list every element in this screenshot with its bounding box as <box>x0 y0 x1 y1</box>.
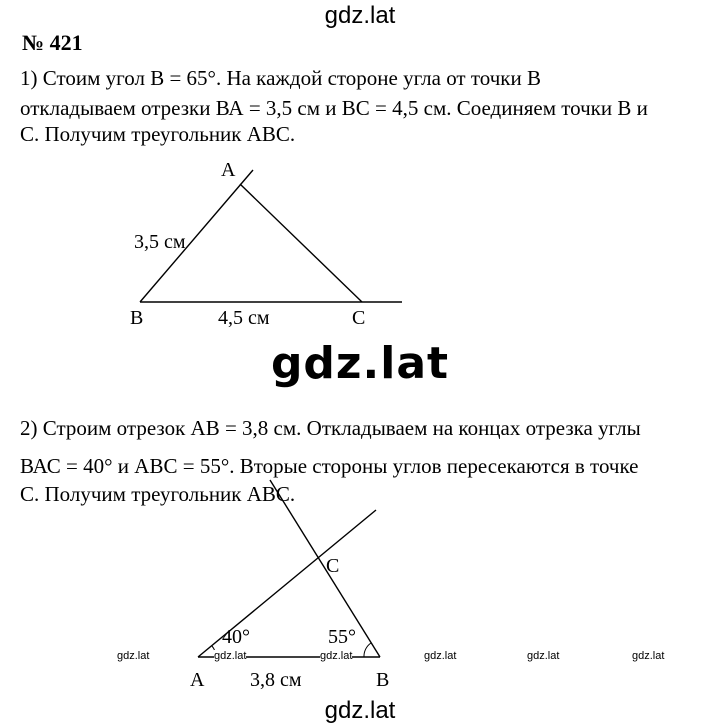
ray-from-b <box>270 480 380 657</box>
watermark-small: gdz.lat <box>214 650 247 662</box>
vertex-a-label: A <box>190 669 205 691</box>
part-2-line: С. Получим треугольник АВС. <box>20 482 296 506</box>
watermark-top: gdz.lat <box>324 2 396 29</box>
problem-number: № 421 <box>22 30 83 55</box>
watermark-bottom: gdz.lat <box>324 697 396 724</box>
watermark-small: gdz.lat <box>527 650 560 662</box>
side-ab-length: 3,8 см <box>250 669 302 691</box>
side-bc-length: 4,5 см <box>218 307 270 329</box>
watermark-small: gdz.lat <box>320 650 353 662</box>
angle-a-label: 40° <box>222 626 250 648</box>
angle-b-label: 55° <box>328 626 356 648</box>
watermark-center: gdz.lat <box>270 338 450 389</box>
vertex-c-label: C <box>326 555 340 577</box>
part-1-line: откладываем отрезки ВА = 3,5 см и ВС = 4,5 см. Соединяем точки В и <box>20 96 648 120</box>
angle-b-arc <box>364 643 371 657</box>
part-1-line: 1) Стоим угол В = 65°. На каждой стороне угла от точки В <box>20 66 541 90</box>
side-ba-length: 3,5 см <box>134 231 186 253</box>
vertex-b-label: B <box>376 669 390 691</box>
vertex-c-label: C <box>352 307 366 329</box>
part-2-line: 2) Строим отрезок АВ = 3,8 см. Откладываем на концах отрезка углы <box>20 416 641 440</box>
vertex-a-label: A <box>221 159 236 181</box>
watermark-small: gdz.lat <box>424 650 457 662</box>
watermark-small: gdz.lat <box>632 650 665 662</box>
part-2-line: ВАС = 40° и АВС = 55°. Вторые стороны углов пересекаются в точке <box>20 454 639 478</box>
watermark-small: gdz.lat <box>117 650 150 662</box>
part-1-line: С. Получим треугольник АВС. <box>20 122 296 146</box>
vertex-b-label: B <box>130 307 144 329</box>
